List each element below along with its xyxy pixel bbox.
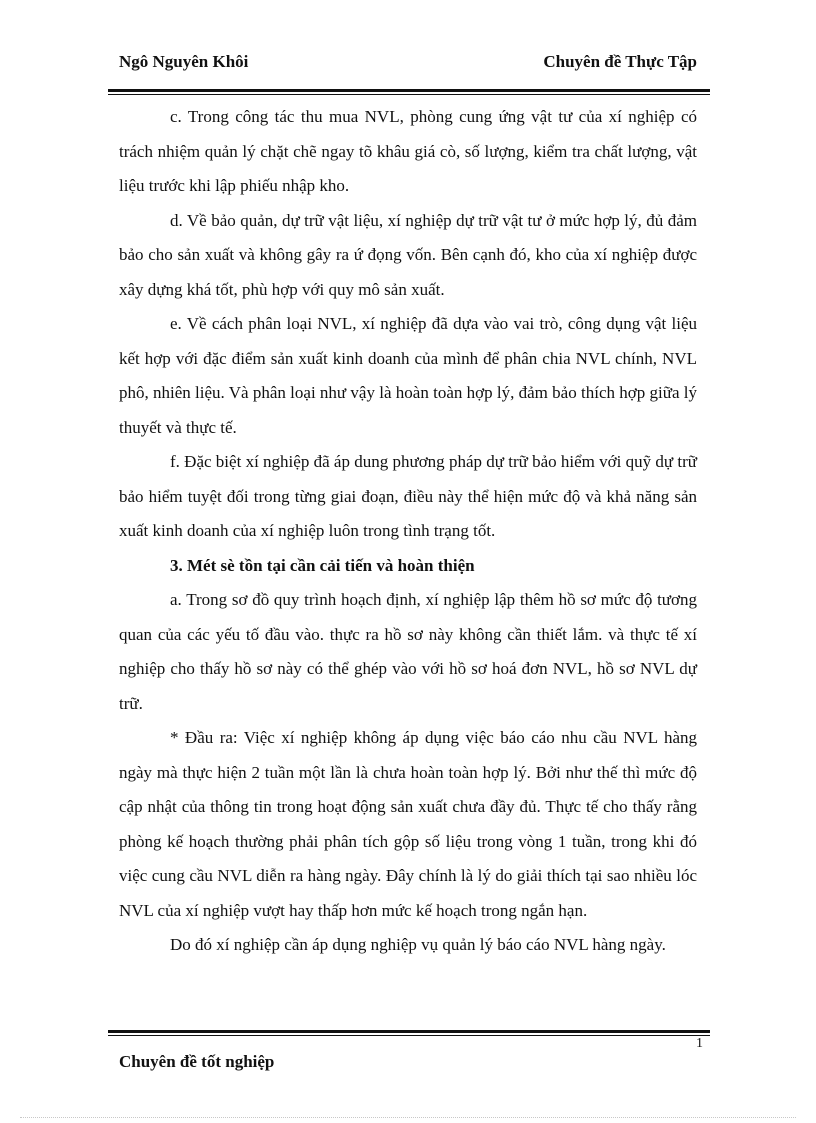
section-heading: 3. Mét sè tồn tại cần cải tiến và hoàn thiện xyxy=(170,555,475,575)
header-title: Chuyên đề Thực Tập xyxy=(543,52,697,71)
paragraph-conclusion: Do đó xí nghiệp cần áp dụng nghiệp vụ quản lý báo cáo NVL hàng ngày. xyxy=(170,935,666,954)
header-author: Ngô Nguyên Khôi xyxy=(119,52,249,71)
paragraph-e: e. Về cách phân loại NVL, xí nghiệp đã dựa vào vai trò, công dụng vật liệu kết hợp với đặc điểm sản xuất kinh doanh của mình để phân chia NVL chính, NVL phô, nhiên liệu. Và phân loại như vậy là hoàn toàn hợp lý, đảm bảo thích hợp giữa lý thuyết và thực tế. xyxy=(119,314,697,437)
page-number: 1 xyxy=(696,1036,703,1051)
header-rule-thick xyxy=(108,89,710,92)
header-rule-thin xyxy=(108,94,710,95)
paragraph-a: a. Trong sơ đồ quy trình hoạch định, xí nghiệp lập thêm hồ sơ mức độ tương quan của các yếu tố đầu vào. thực ra hồ sơ này không cần thiết lắm. và thực tế xí nghiệp cho thấy hồ sơ này có thể ghép vào với hồ sơ hoá đơn NVL, hồ sơ NVL dự trữ. xyxy=(119,590,697,713)
paragraph-d: d. Về bảo quản, dự trữ vật liệu, xí nghiệp dự trữ vật tư ở mức hợp lý, đủ đảm bảo cho sản xuất và không gây ra ứ đọng vốn. Bên cạnh đó, kho của xí nghiệp được xây dựng khá tốt, phù hợp với quy mô sản xuất. xyxy=(119,210,697,299)
paragraph-c: c. Trong công tác thu mua NVL, phòng cung ứng vật tư của xí nghiệp có trách nhiệm quản lý chặt chẽ ngay tõ khâu giá cò, số lượng, kiểm tra chất lượng, vật liệu trước khi lập phiếu nhập kho. xyxy=(119,107,697,195)
footer-rule-thick xyxy=(108,1030,710,1033)
footer-rule-thin xyxy=(108,1035,710,1036)
page-bottom-dotted-line xyxy=(20,1117,796,1118)
paragraph-f: f. Đặc biệt xí nghiệp đã áp dung phương pháp dự trữ bảo hiểm với quỹ dự trữ bảo hiểm tuyệt đối trong từng giai đoạn, điều này thể hiện mức độ và khả năng sản xuất kinh doanh của xí nghiệp luôn trong tình trạng tốt. xyxy=(119,452,697,540)
paragraph-output: * Đầu ra: Việc xí nghiệp không áp dụng việc báo cáo nhu cầu NVL hàng ngày mà thực hiện 2 tuần một lần là chưa hoàn toàn hợp lý. Bởi như thế thì mức độ cập nhật của thông tin trong hoạt động sản xuất chưa đầy đủ. Thực tế cho thấy rằng phòng kế hoạch thường phải phân tích gộp số liệu trong vòng 1 tuần, trong khi đó việc cung cầu NVL diễn ra hàng ngày. Đây chính là lý do giải thích tại sao nhiều lóc NVL của xí nghiệp vượt hay thấp hơn mức kế hoạch trong ngắn hạn. xyxy=(119,728,697,920)
page-header xyxy=(119,52,697,80)
footer-text: Chuyên đề tốt nghiệp xyxy=(119,1052,275,1071)
document-body xyxy=(119,100,697,963)
